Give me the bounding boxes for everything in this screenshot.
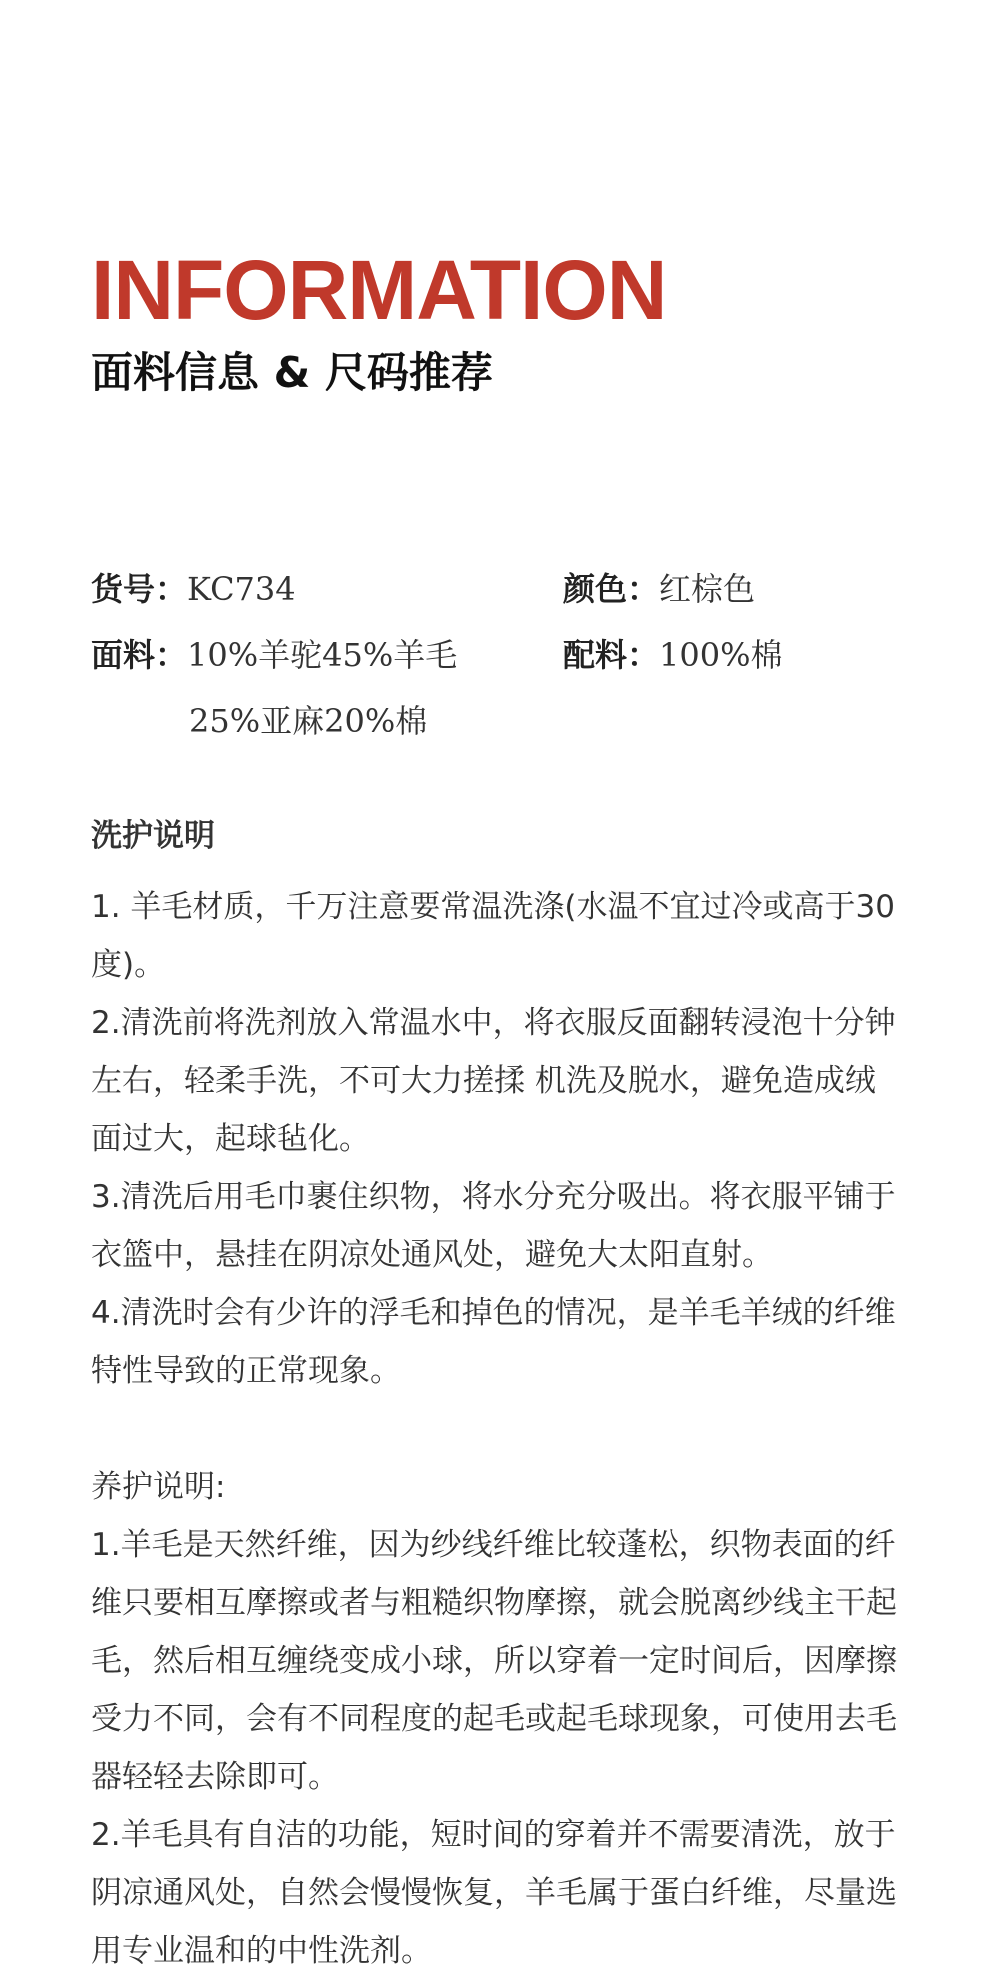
information-heading: INFORMATION [91, 243, 667, 337]
care-instructions-title: 养护说明: [91, 1469, 226, 1505]
washing-item-2: 2.清洗前将洗剂放入常温水中，将衣服反面翻转浸泡十分钟左右，轻柔手洗，不可大力搓揉 机洗及脱水，避免造成绒面过大，起球毡化。 [91, 1005, 896, 1157]
washing-instructions [91, 878, 901, 1400]
fabric-size-subheading: 面料信息 & 尺码推荐 [91, 348, 493, 397]
trim-label: 配料： [563, 636, 660, 674]
color-label: 颜色： [563, 570, 660, 608]
color-row [563, 570, 755, 608]
care-instructions [91, 1458, 901, 1980]
item-number-row [91, 570, 296, 608]
fabric-row-continued [189, 702, 427, 740]
fabric-value-line1: 10%羊驼45%羊毛 [187, 636, 458, 674]
care-item-1: 1.羊毛是天然纤维，因为纱线纤维比较蓬松，织物表面的纤维只要相互摩擦或者与粗糙织物摩擦，就会脱离纱线主干起毛，然后相互缠绕变成小球，所以穿着一定时间后，因摩擦受力不同，会有不同程度的起毛或起毛球现象，可使用去毛器轻轻去除即可。 [91, 1527, 897, 1795]
fabric-row [91, 636, 457, 674]
washing-item-3: 3.清洗后用毛巾裹住织物，将水分充分吸出。将衣服平铺于衣篮中，悬挂在阴凉处通风处，避免大太阳直射。 [91, 1179, 896, 1273]
fabric-value-line2: 25%亚麻20%棉 [189, 702, 428, 740]
color-value: 红棕色 [659, 570, 756, 608]
washing-item-4: 4.清洗时会有少许的浮毛和掉色的情况，是羊毛羊绒的纤维特性导致的正常现象。 [91, 1295, 896, 1389]
trim-value: 100%棉 [659, 636, 783, 674]
trim-row [563, 636, 783, 674]
washing-item-1: 1. 羊毛材质，千万注意要常温洗涤(水温不宜过冷或高于30度)。 [91, 889, 895, 983]
washing-instructions-title: 洗护说明 [91, 818, 215, 854]
item-number-value: KC734 [187, 570, 296, 608]
fabric-label: 面料： [91, 636, 188, 674]
care-item-2: 2.羊毛具有自洁的功能，短时间的穿着并不需要清洗，放于阴凉通风处，自然会慢慢恢复，羊毛属于蛋白纤维，尽量选用专业温和的中性洗剂。 [91, 1817, 897, 1969]
item-number-label: 货号： [91, 570, 188, 608]
